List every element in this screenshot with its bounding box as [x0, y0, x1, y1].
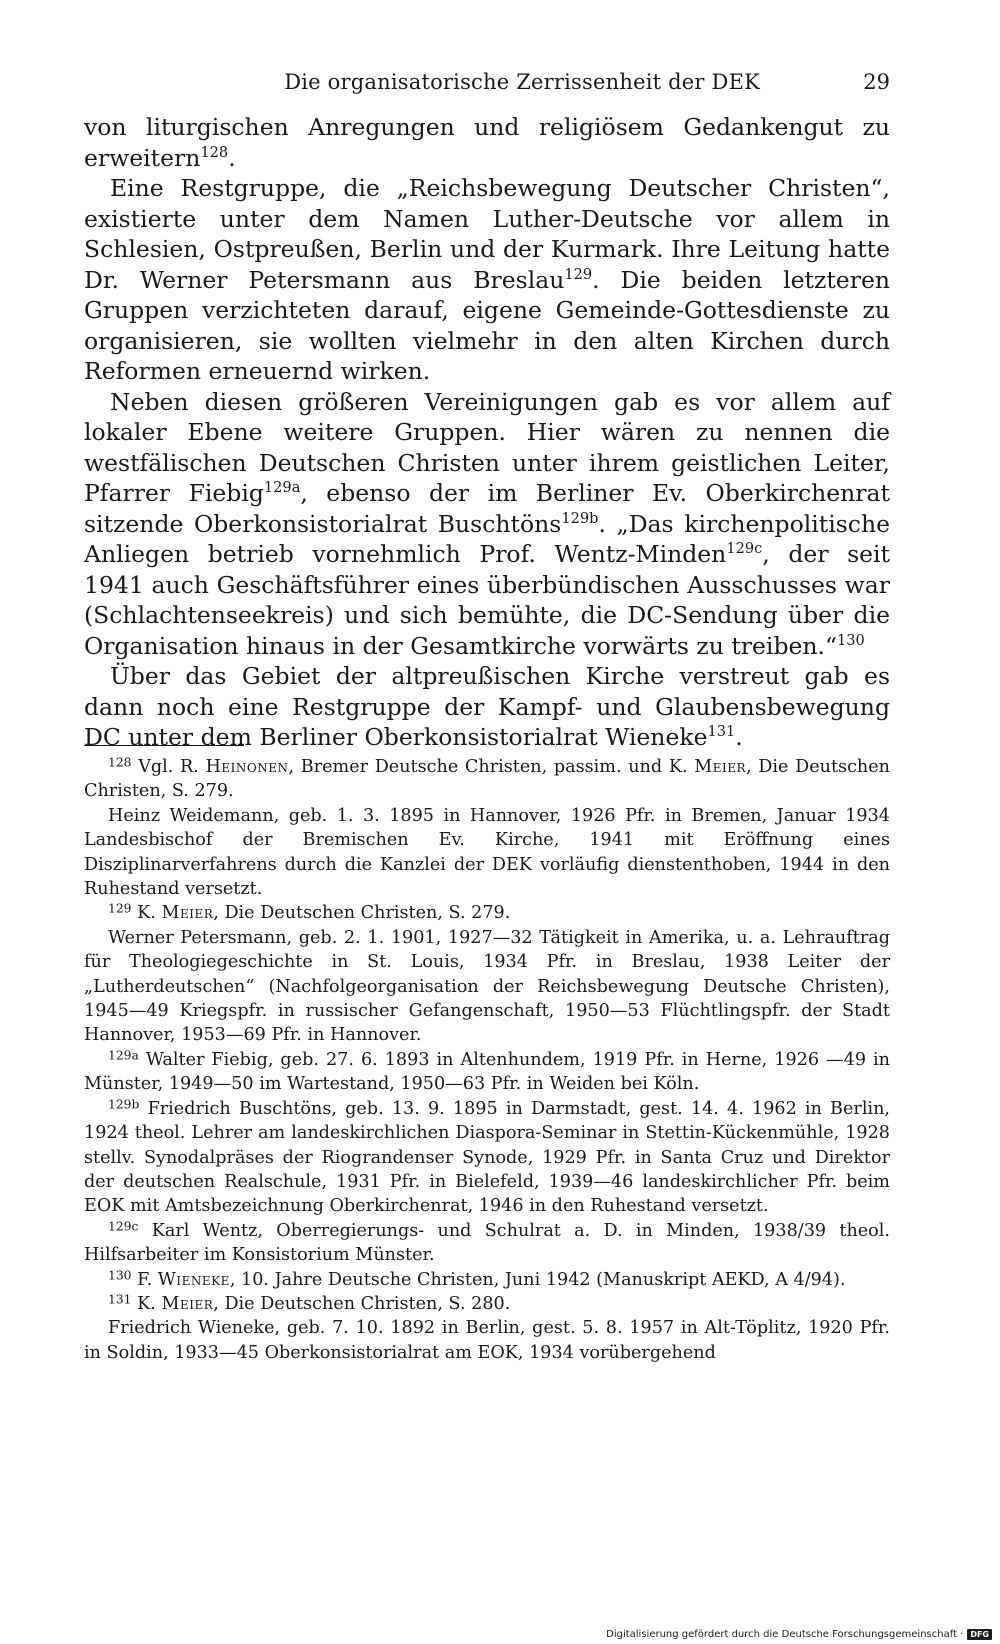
footnote-129a: $^{129a}$ Walter Fiebig, geb. 27. 6. 1893 in Altenhundem, 1919 Pfr. in Herne, 1926 —49 in Münster, 1949—50 im Wartestand, 1950—63 Pfr. in Weiden bei Köln.	[84, 1048, 890, 1095]
dfg-logo-icon: DFG	[967, 1629, 992, 1640]
footnote-divider	[84, 745, 244, 746]
footnote-129b: $^{129b}$ Friedrich Buschtöns, geb. 13. 9. 1895 in Darmstadt, gest. 14. 4. 1962 in Berlin, 1924 theol. Lehrer am landeskirchlichen Diaspora-Seminar in Stettin-Kückenmühle, 1928 stellv. Synodalpräses der Riograndenser Synode, 1929 Pfr. in Santa Cruz und Direktor der deutschen Realschule, 1931 Pfr. in Bielefeld, 1939—46 landeskirchlicher Pfr. beim EOK mit Amtsbezeichnung Oberkirchenrat, 1946 in den Ruhestand versetzt.	[84, 1097, 890, 1217]
footnote-ref[interactable]: 131	[707, 722, 736, 740]
main-text	[84, 112, 890, 753]
footnote-128-bio: Heinz Weidemann, geb. 1. 3. 1895 in Hannover, 1926 Pfr. in Bremen, Januar 1934 Landesbischof der Bremischen Ev. Kirche, 1941 mit Eröffnung eines Disziplinarverfahrens durch die Kanzlei der DEK vorläufig dienstenthoben, 1944 in den Ruhestand versetzt.	[84, 805, 890, 900]
footnote-ref[interactable]: 129c	[726, 539, 763, 557]
footnotes	[84, 755, 890, 1365]
running-title: Die organisatorische Zerrissenheit der DEK	[284, 70, 760, 94]
footnote-128: $^{128}$ Vgl. R. Heinonen, Bremer Deutsche Christen, passim. und K. Meier, Die Deutschen Christen, S. 279.	[84, 755, 890, 802]
digitization-credit	[606, 1629, 992, 1640]
paragraph-1: von liturgischen Anregungen und religiösem Gedankengut zu erweitern$^{128}$.	[84, 113, 890, 172]
paragraph-3: Neben diesen größeren Vereinigungen gab es vor allem auf lokaler Ebene weitere Gruppen. Hier wären zu nennen die westfälischen Deutschen Christen unter ihrem geistlichen Leiter, Pfarrer Fiebig$^{129a}$, ebenso der im Berliner Ev. Oberkirchenrat sitzende Oberkonsistorialrat Buschtöns$^{129b}$. „Das kirchenpolitische Anliegen betrieb vornehmlich Prof. Wentz-Minden$^{129c}$, der seit 1941 auch Geschäftsführer eines überbündischen Ausschusses war (Schlachtenseekreis) und sich bemühte, die DC-Sendung über die Organisation hinaus in der Gesamtkirche vorwärts zu treiben.“$^{130}$	[84, 387, 890, 660]
footnote-ref[interactable]: 129	[564, 265, 593, 283]
footnote-131: $^{131}$ K. Meier, Die Deutschen Christen, S. 280.	[108, 1292, 511, 1314]
paragraph-4: Über das Gebiet der altpreußischen Kirche verstreut gab es dann noch eine Restgruppe der Kampf- und Glaubensbewegung DC unter dem Berliner Oberkonsistorialrat Wieneke$^{131}$.	[84, 662, 890, 751]
footnote-129c: $^{129c}$ Karl Wentz, Oberregierungs- und Schulrat a. D. in Minden, 1938/39 theol. Hilfsarbeiter im Konsistorium Münster.	[84, 1219, 890, 1266]
page-number: 29	[863, 70, 890, 94]
footnote-ref[interactable]: 129b	[561, 509, 599, 527]
page-header	[84, 70, 890, 100]
footnote-129-bio: Werner Petersmann, geb. 2. 1. 1901, 1927—32 Tätigkeit in Amerika, u. a. Lehrauftrag für Theologiegeschichte in St. Louis, 1934 Pfr. in Breslau, 1938 Leiter der „Lutherdeutschen“ (Nachfolgeorganisation der Reichsbewegung Deutsche Christen), 1945—49 Kriegspfr. in russischer Gefangenschaft, 1950—53 Flüchtlingspfr. der Stadt Hannover, 1953—69 Pfr. in Hannover.	[84, 927, 890, 1046]
footnote-ref[interactable]: 129a	[263, 478, 301, 496]
footnote-130: $^{130}$ F. Wieneke, 10. Jahre Deutsche Christen, Juni 1942 (Manuskript AEKD, A 4/94).	[108, 1268, 846, 1290]
credit-text: Digitalisierung gefördert durch die Deutsche Forschungsgemeinschaft ·	[606, 1629, 964, 1640]
footnote-129: $^{129}$ K. Meier, Die Deutschen Christen, S. 279.	[108, 901, 511, 924]
paragraph-2: Eine Restgruppe, die „Reichsbewegung Deutscher Christen“, existierte unter dem Namen Luther-Deutsche vor allem in Schlesien, Ostpreußen, Berlin und der Kurmark. Ihre Leitung hatte Dr. Werner Petersmann aus Breslau$^{129}$. Die beiden letzteren Gruppen verzichteten darauf, eigene Gemeinde-Gottesdienste zu organisieren, sie wollten vielmehr in den alten Kirchen durch Reformen erneuernd wirken.	[84, 174, 890, 385]
footnote-ref[interactable]: 130	[837, 631, 865, 649]
footnote-ref[interactable]: 128	[200, 143, 229, 161]
footnote-131-bio: Friedrich Wieneke, geb. 7. 10. 1892 in Berlin, gest. 5. 8. 1957 in Alt-Töplitz, 1920 Pfr. in Soldin, 1933—45 Oberkonsistorialrat am EOK, 1934 vorübergehend	[84, 1318, 890, 1363]
